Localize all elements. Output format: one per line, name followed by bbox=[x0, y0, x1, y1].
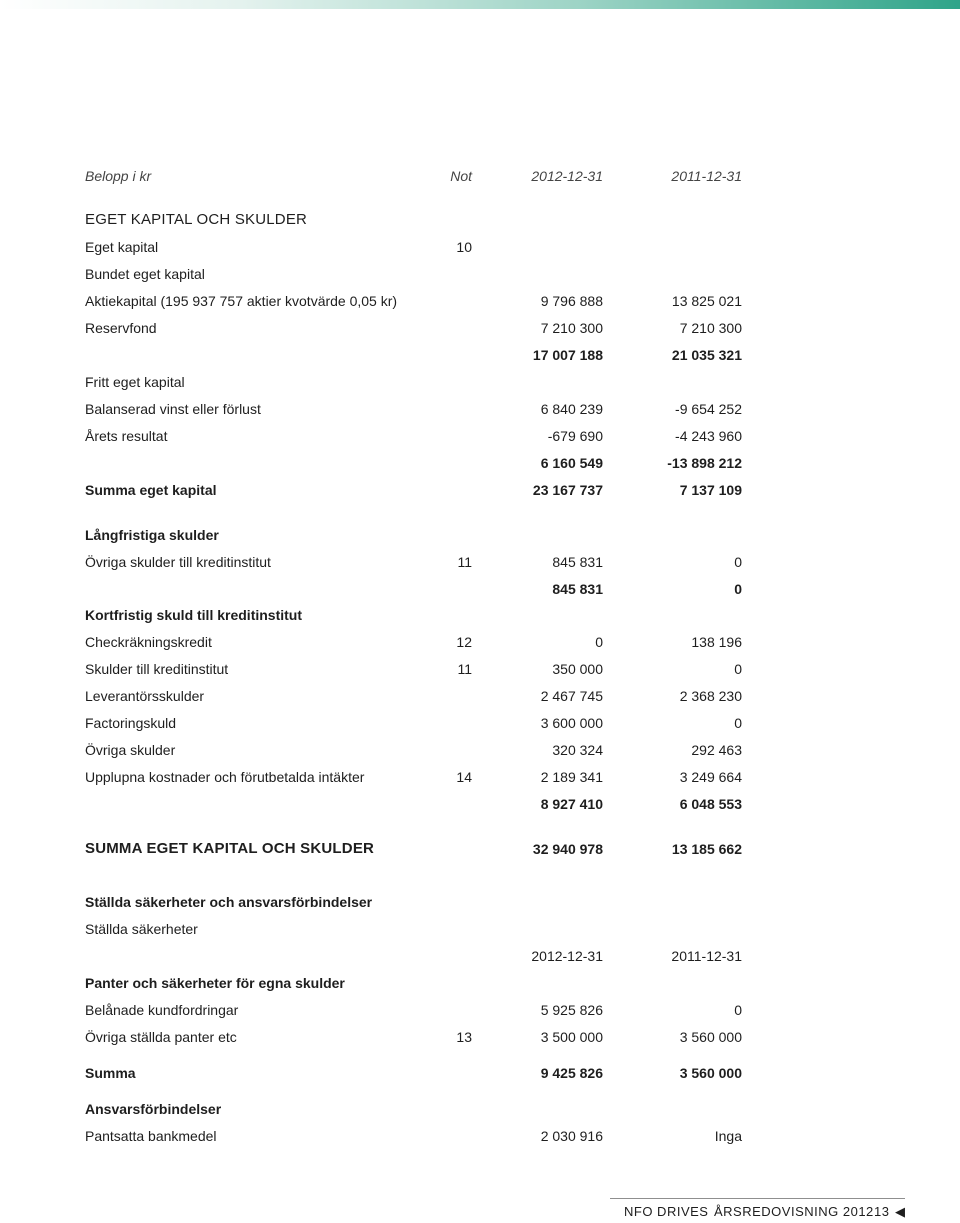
kortfristig-subtotal-row bbox=[0, 793, 960, 815]
page-number: 13 bbox=[874, 1204, 890, 1219]
subtotal-2011: 0 bbox=[734, 581, 742, 597]
subtotal-2011: 21 035 321 bbox=[671, 347, 742, 363]
value-2012: 320 324 bbox=[552, 742, 603, 758]
note-ref: 11 bbox=[457, 661, 472, 677]
row-label: SUMMA EGET KAPITAL OCH SKULDER bbox=[85, 840, 375, 857]
value-2012: 2 030 916 bbox=[540, 1128, 603, 1144]
value-2011: 292 463 bbox=[691, 742, 742, 758]
ansvars-heading-row bbox=[0, 1098, 960, 1120]
value-2012: 2 189 341 bbox=[540, 769, 603, 785]
value-2011: 13 825 021 bbox=[671, 293, 742, 309]
eget-kapital-row bbox=[0, 236, 960, 258]
fritt-subtotal-row bbox=[0, 452, 960, 474]
row-label: Factoringskuld bbox=[85, 715, 177, 731]
subtotal-2012: 6 160 549 bbox=[540, 455, 603, 471]
col-2012-header: 2012-12-31 bbox=[531, 168, 603, 184]
col-2012-header: 2012-12-31 bbox=[531, 948, 603, 964]
footer-report-title: ÅRSREDOVISNING 2012 bbox=[714, 1204, 874, 1219]
row-label: Skulder till kreditinstitut bbox=[85, 661, 229, 677]
stallda-date-header-row bbox=[0, 945, 960, 967]
section-title-row bbox=[0, 209, 960, 231]
row-label: Övriga skulder bbox=[85, 742, 176, 758]
row-label: Ställda säkerheter och ansvarsförbindelser bbox=[85, 894, 373, 910]
row-label: Övriga skulder till kreditinstitut bbox=[85, 554, 271, 570]
value-2012: 845 831 bbox=[552, 554, 603, 570]
upplupna-row bbox=[0, 766, 960, 788]
value-2011: Inga bbox=[714, 1128, 742, 1144]
col-2011-header: 2011-12-31 bbox=[671, 948, 742, 964]
row-label: Summa eget kapital bbox=[85, 482, 217, 498]
value-2011: 0 bbox=[734, 715, 742, 731]
note-ref: 13 bbox=[456, 1029, 472, 1045]
total-2011: 7 137 109 bbox=[679, 482, 742, 498]
row-label: Upplupna kostnader och förutbetalda intäkter bbox=[85, 769, 365, 785]
value-2011: 138 196 bbox=[691, 634, 742, 650]
arets-resultat-row bbox=[0, 425, 960, 447]
value-2011: 3 560 000 bbox=[679, 1029, 742, 1045]
value-2012: 9 796 888 bbox=[540, 293, 603, 309]
row-label: Kortfristig skuld till kreditinstitut bbox=[85, 607, 303, 623]
row-label: Årets resultat bbox=[85, 428, 168, 444]
subtotal-2011: -13 898 212 bbox=[667, 455, 742, 471]
skulder-kredit-row bbox=[0, 658, 960, 680]
langfristiga-heading-row bbox=[0, 524, 960, 546]
col-2011-header: 2011-12-31 bbox=[671, 168, 742, 184]
value-2012: 6 840 239 bbox=[540, 401, 603, 417]
value-2011: -9 654 252 bbox=[675, 401, 742, 417]
note-column-header: Not bbox=[450, 168, 472, 184]
triangle-left-icon: ◀ bbox=[895, 1204, 906, 1219]
value-2011: 0 bbox=[734, 661, 742, 677]
stallda-title-row bbox=[0, 891, 960, 913]
summa-total-row bbox=[0, 838, 960, 860]
panter-heading-row bbox=[0, 972, 960, 994]
note-ref: 10 bbox=[456, 239, 472, 255]
row-label: Reservfond bbox=[85, 320, 157, 336]
reservfond-row bbox=[0, 317, 960, 339]
amount-unit-label: Belopp i kr bbox=[85, 168, 152, 184]
langfristiga-subtotal-row bbox=[0, 578, 960, 600]
subtotal-2012: 17 007 188 bbox=[532, 347, 603, 363]
row-label: Pantsatta bankmedel bbox=[85, 1128, 217, 1144]
kortfristig-heading-row bbox=[0, 604, 960, 626]
subtotal-2012: 8 927 410 bbox=[540, 796, 603, 812]
ovriga-kredit-row bbox=[0, 551, 960, 573]
value-2011: 0 bbox=[734, 554, 742, 570]
top-accent-bar bbox=[0, 0, 960, 9]
value-2011: 3 249 664 bbox=[679, 769, 742, 785]
row-label: Balanserad vinst eller förlust bbox=[85, 401, 261, 417]
total-2011: 13 185 662 bbox=[671, 841, 742, 857]
row-label: Långfristiga skulder bbox=[85, 527, 219, 543]
value-2012: 0 bbox=[595, 634, 603, 650]
section-title: EGET KAPITAL OCH SKULDER bbox=[85, 211, 308, 228]
footer-company: NFO DRIVES bbox=[624, 1204, 709, 1219]
value-2011: -4 243 960 bbox=[675, 428, 742, 444]
subtotal-2011: 6 048 553 bbox=[679, 796, 742, 812]
row-label: Eget kapital bbox=[85, 239, 159, 255]
total-2012: 23 167 737 bbox=[532, 482, 603, 498]
page-footer bbox=[610, 1198, 905, 1223]
total-2012: 32 940 978 bbox=[532, 841, 603, 857]
row-label: Ställda säkerheter bbox=[85, 921, 198, 937]
note-ref: 12 bbox=[456, 634, 472, 650]
value-2011: 0 bbox=[734, 1002, 742, 1018]
value-2012: -679 690 bbox=[547, 428, 603, 444]
value-2012: 3 500 000 bbox=[540, 1029, 603, 1045]
value-2011: 7 210 300 bbox=[679, 320, 742, 336]
note-ref: 14 bbox=[456, 769, 472, 785]
row-label: Leverantörsskulder bbox=[85, 688, 205, 704]
belanade-row bbox=[0, 999, 960, 1021]
value-2012: 7 210 300 bbox=[540, 320, 603, 336]
note-ref: 11 bbox=[457, 554, 472, 570]
value-2012: 5 925 826 bbox=[540, 1002, 603, 1018]
summa-panter-row bbox=[0, 1062, 960, 1084]
leverantor-row bbox=[0, 685, 960, 707]
row-label: Aktiekapital (195 937 757 aktier kvotvärde 0,05 kr) bbox=[85, 293, 398, 309]
balanserad-row bbox=[0, 398, 960, 420]
row-label: Checkräkningskredit bbox=[85, 634, 212, 650]
value-2012: 2 467 745 bbox=[540, 688, 603, 704]
ovriga-skulder-row bbox=[0, 739, 960, 761]
value-2012: 3 600 000 bbox=[540, 715, 603, 731]
row-label: Summa bbox=[85, 1065, 136, 1081]
ovriga-panter-row bbox=[0, 1026, 960, 1048]
bundet-subtotal-row bbox=[0, 344, 960, 366]
fritt-heading-row bbox=[0, 371, 960, 393]
stallda-sub-row bbox=[0, 918, 960, 940]
factoring-row bbox=[0, 712, 960, 734]
row-label: Bundet eget kapital bbox=[85, 266, 205, 282]
row-label: Panter och säkerheter för egna skulder bbox=[85, 975, 345, 991]
value-2011: 2 368 230 bbox=[679, 688, 742, 704]
total-2011: 3 560 000 bbox=[679, 1065, 742, 1081]
aktiekapital-row bbox=[0, 290, 960, 312]
value-2012: 350 000 bbox=[552, 661, 603, 677]
column-header-row bbox=[0, 165, 960, 187]
checkrakning-row bbox=[0, 631, 960, 653]
row-label: Belånade kundfordringar bbox=[85, 1002, 239, 1018]
summa-eget-kapital-row bbox=[0, 479, 960, 501]
total-2012: 9 425 826 bbox=[540, 1065, 603, 1081]
pantsatta-row bbox=[0, 1125, 960, 1147]
subtotal-2012: 845 831 bbox=[552, 581, 603, 597]
row-label: Ansvarsförbindelser bbox=[85, 1101, 222, 1117]
bundet-heading-row bbox=[0, 263, 960, 285]
row-label: Övriga ställda panter etc bbox=[85, 1029, 237, 1045]
row-label: Fritt eget kapital bbox=[85, 374, 185, 390]
